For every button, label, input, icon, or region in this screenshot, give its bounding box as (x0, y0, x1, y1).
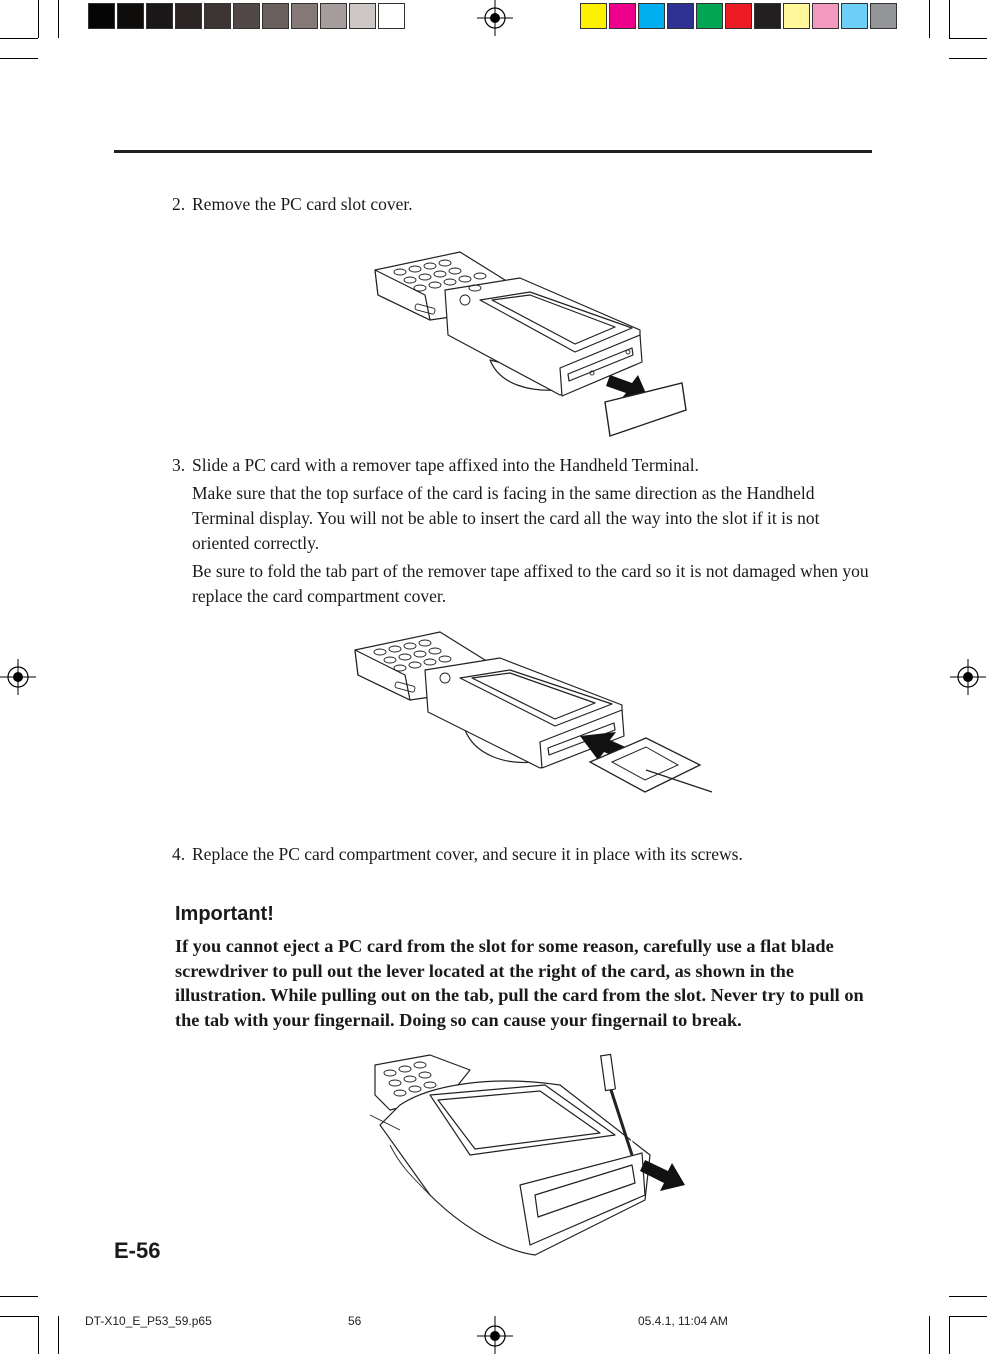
terminal-remove-cover-illustration (370, 240, 690, 440)
step-text: Replace the PC card compartment cover, and secure it in place with its screws. (192, 844, 743, 864)
gray-swatch (233, 3, 260, 29)
gray-swatch (378, 3, 405, 29)
step-3-note-orientation: Make sure that the top surface of the card is facing in the same direction as the Handheld Terminal display. You will not be able to insert the card all the way into the slot if it is not oriented correctly. (192, 483, 820, 553)
registration-mark-right (950, 657, 986, 697)
step-3 (172, 453, 699, 478)
gray-swatch (88, 3, 115, 29)
registration-mark-bottom (475, 1316, 515, 1354)
gray-swatch (204, 3, 231, 29)
step-2 (172, 192, 413, 217)
color-swatch (696, 3, 723, 29)
gray-swatch (291, 3, 318, 29)
footer-datetime: 05.4.1, 11:04 AM (638, 1314, 728, 1328)
step-number: 4. (172, 844, 186, 864)
terminal-eject-card-illustration (370, 1055, 690, 1260)
color-swatch (580, 3, 607, 29)
registration-mark-top (475, 0, 515, 36)
gray-swatch (262, 3, 289, 29)
footer-page: 56 (348, 1314, 362, 1328)
color-swatch (870, 3, 897, 29)
gray-swatch (146, 3, 173, 29)
step-number: 3. (172, 455, 186, 475)
color-swatch (841, 3, 868, 29)
step-4 (172, 842, 743, 867)
color-swatch (609, 3, 636, 29)
step-text: Remove the PC card slot cover. (192, 194, 413, 214)
terminal-insert-card-illustration (350, 620, 720, 800)
header-rule (114, 150, 872, 153)
color-swatch (725, 3, 752, 29)
footer-filename: DT-X10_E_P53_59.p65 (85, 1314, 212, 1328)
color-swatch (812, 3, 839, 29)
color-swatch (754, 3, 781, 29)
color-swatch (783, 3, 810, 29)
color-swatch (638, 3, 665, 29)
step-3-note-remover-tape: Be sure to fold the tab part of the remover tape affixed to the card so it is not damaged when you replace the card compartment cover. (192, 561, 869, 606)
gray-swatch (175, 3, 202, 29)
step-number: 2. (172, 194, 186, 214)
page-label: E-56 (114, 1238, 161, 1263)
color-swatch (667, 3, 694, 29)
step-text: Slide a PC card with a remover tape affixed into the Handheld Terminal. (192, 455, 699, 475)
important-text: If you cannot eject a PC card from the slot for some reason, carefully use a flat blade screwdriver to pull out the lever located at the right of the card, as shown in the illustration. While pulling out on the tab, pull the card from the slot. Never try to pull on the tab with your fingernail. Doing so can cause your fingernail to break. (175, 936, 864, 1030)
registration-mark-left (0, 657, 36, 697)
gray-swatch (349, 3, 376, 29)
gray-swatch (320, 3, 347, 29)
important-heading: Important! (175, 903, 274, 925)
gray-swatch (117, 3, 144, 29)
